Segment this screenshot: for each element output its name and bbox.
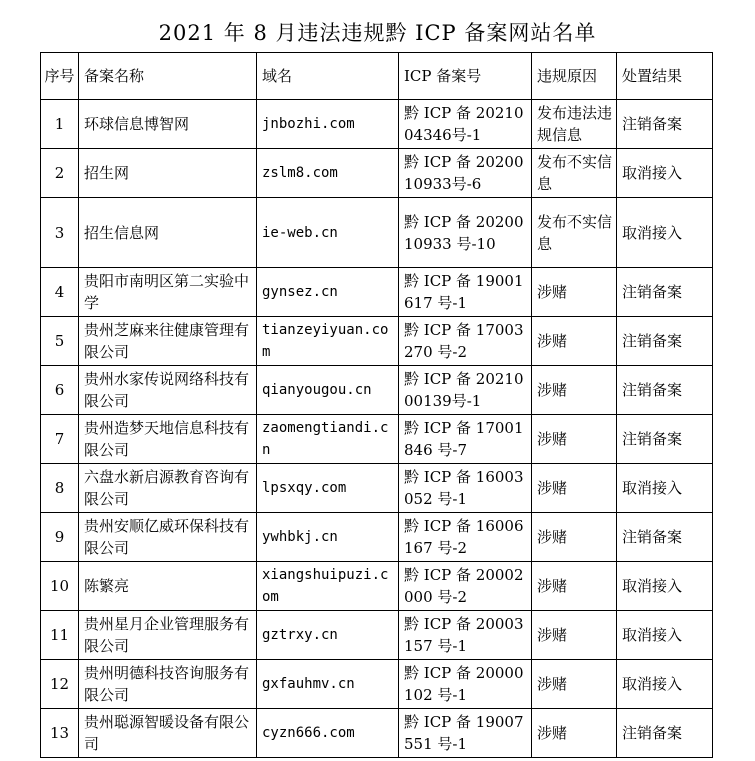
cell-name: 六盘水新启源教育咨询有限公司 (79, 464, 257, 513)
cell-result: 取消接入 (617, 149, 713, 198)
cell-seq: 7 (41, 415, 79, 464)
violation-table (40, 52, 713, 758)
cell-result: 取消接入 (617, 464, 713, 513)
table-header-row (41, 53, 713, 100)
cell-icp: 黔 ICP 备 19001617 号-1 (399, 268, 532, 317)
cell-domain: xiangshuipuzi.com (257, 562, 399, 611)
cell-icp: 黔 ICP 备 2021004346号-1 (399, 100, 532, 149)
cell-domain: lpsxqy.com (257, 464, 399, 513)
cell-icp: 黔 ICP 备 2021000139号-1 (399, 366, 532, 415)
cell-icp: 黔 ICP 备 17001846 号-7 (399, 415, 532, 464)
cell-reason: 涉赌 (532, 317, 617, 366)
cell-reason: 涉赌 (532, 415, 617, 464)
table-row (41, 415, 713, 464)
cell-result: 注销备案 (617, 317, 713, 366)
cell-result: 取消接入 (617, 660, 713, 709)
cell-seq: 4 (41, 268, 79, 317)
table-body (41, 100, 713, 758)
cell-domain: gynsez.cn (257, 268, 399, 317)
table-row (41, 317, 713, 366)
header-icp: ICP 备案号 (399, 53, 532, 100)
header-domain: 域名 (257, 53, 399, 100)
header-seq: 序号 (41, 53, 79, 100)
cell-domain: gxfauhmv.cn (257, 660, 399, 709)
cell-domain: zaomengtiandi.cn (257, 415, 399, 464)
header-reason: 违规原因 (532, 53, 617, 100)
header-result: 处置结果 (617, 53, 713, 100)
table-row (41, 198, 713, 268)
cell-result: 取消接入 (617, 611, 713, 660)
cell-result: 注销备案 (617, 415, 713, 464)
cell-seq: 1 (41, 100, 79, 149)
cell-icp: 黔 ICP 备 17003270 号-2 (399, 317, 532, 366)
header-name: 备案名称 (79, 53, 257, 100)
cell-result: 注销备案 (617, 366, 713, 415)
cell-domain: qianyougou.cn (257, 366, 399, 415)
cell-icp: 黔 ICP 备 20000102 号-1 (399, 660, 532, 709)
cell-result: 取消接入 (617, 198, 713, 268)
cell-seq: 8 (41, 464, 79, 513)
cell-name: 环球信息博智网 (79, 100, 257, 149)
cell-seq: 12 (41, 660, 79, 709)
cell-domain: gztrxy.cn (257, 611, 399, 660)
table-row (41, 464, 713, 513)
cell-domain: cyzn666.com (257, 709, 399, 758)
cell-domain: ie-web.cn (257, 198, 399, 268)
cell-icp: 黔 ICP 备 20002000 号-2 (399, 562, 532, 611)
cell-reason: 发布违法违规信息 (532, 100, 617, 149)
table-row (41, 709, 713, 758)
cell-domain: zslm8.com (257, 149, 399, 198)
cell-domain: ywhbkj.cn (257, 513, 399, 562)
table-row (41, 611, 713, 660)
cell-result: 取消接入 (617, 562, 713, 611)
cell-reason: 涉赌 (532, 709, 617, 758)
cell-icp: 黔 ICP 备 2020010933号-6 (399, 149, 532, 198)
cell-name: 贵州造梦天地信息科技有限公司 (79, 415, 257, 464)
cell-name: 贵州水家传说网络科技有限公司 (79, 366, 257, 415)
cell-reason: 涉赌 (532, 660, 617, 709)
cell-name: 贵州聪源智暖设备有限公司 (79, 709, 257, 758)
table-row (41, 268, 713, 317)
cell-name: 贵阳市南明区第二实验中学 (79, 268, 257, 317)
cell-reason: 发布不实信息 (532, 198, 617, 268)
cell-result: 注销备案 (617, 268, 713, 317)
cell-result: 注销备案 (617, 513, 713, 562)
table-row (41, 513, 713, 562)
page-title: 2021 年 8 月违法违规黔 ICP 备案网站名单 (158, 21, 597, 45)
table-row (41, 100, 713, 149)
table-row (41, 149, 713, 198)
cell-icp: 黔 ICP 备 16003052 号-1 (399, 464, 532, 513)
cell-result: 注销备案 (617, 709, 713, 758)
cell-reason: 涉赌 (532, 268, 617, 317)
cell-seq: 3 (41, 198, 79, 268)
cell-reason: 涉赌 (532, 611, 617, 660)
cell-name: 贵州明德科技咨询服务有限公司 (79, 660, 257, 709)
cell-seq: 10 (41, 562, 79, 611)
cell-seq: 13 (41, 709, 79, 758)
cell-reason: 涉赌 (532, 562, 617, 611)
cell-seq: 2 (41, 149, 79, 198)
cell-seq: 5 (41, 317, 79, 366)
cell-reason: 涉赌 (532, 464, 617, 513)
cell-seq: 11 (41, 611, 79, 660)
cell-name: 贵州星月企业管理服务有限公司 (79, 611, 257, 660)
cell-name: 陈繁亮 (79, 562, 257, 611)
cell-reason: 涉赌 (532, 366, 617, 415)
cell-result: 注销备案 (617, 100, 713, 149)
table-row (41, 366, 713, 415)
cell-icp: 黔 ICP 备 16006167 号-2 (399, 513, 532, 562)
cell-icp: 黔 ICP 备 19007551 号-1 (399, 709, 532, 758)
cell-icp: 黔 ICP 备 20003157 号-1 (399, 611, 532, 660)
cell-name: 招生信息网 (79, 198, 257, 268)
cell-seq: 9 (41, 513, 79, 562)
cell-domain: jnbozhi.com (257, 100, 399, 149)
cell-seq: 6 (41, 366, 79, 415)
cell-reason: 发布不实信息 (532, 149, 617, 198)
cell-icp: 黔 ICP 备 2020010933 号-10 (399, 198, 532, 268)
cell-name: 招生网 (79, 149, 257, 198)
cell-domain: tianzeyiyuan.com (257, 317, 399, 366)
cell-name: 贵州芝麻来往健康管理有限公司 (79, 317, 257, 366)
table-row (41, 562, 713, 611)
cell-name: 贵州安顺亿威环保科技有限公司 (79, 513, 257, 562)
table-row (41, 660, 713, 709)
cell-reason: 涉赌 (532, 513, 617, 562)
